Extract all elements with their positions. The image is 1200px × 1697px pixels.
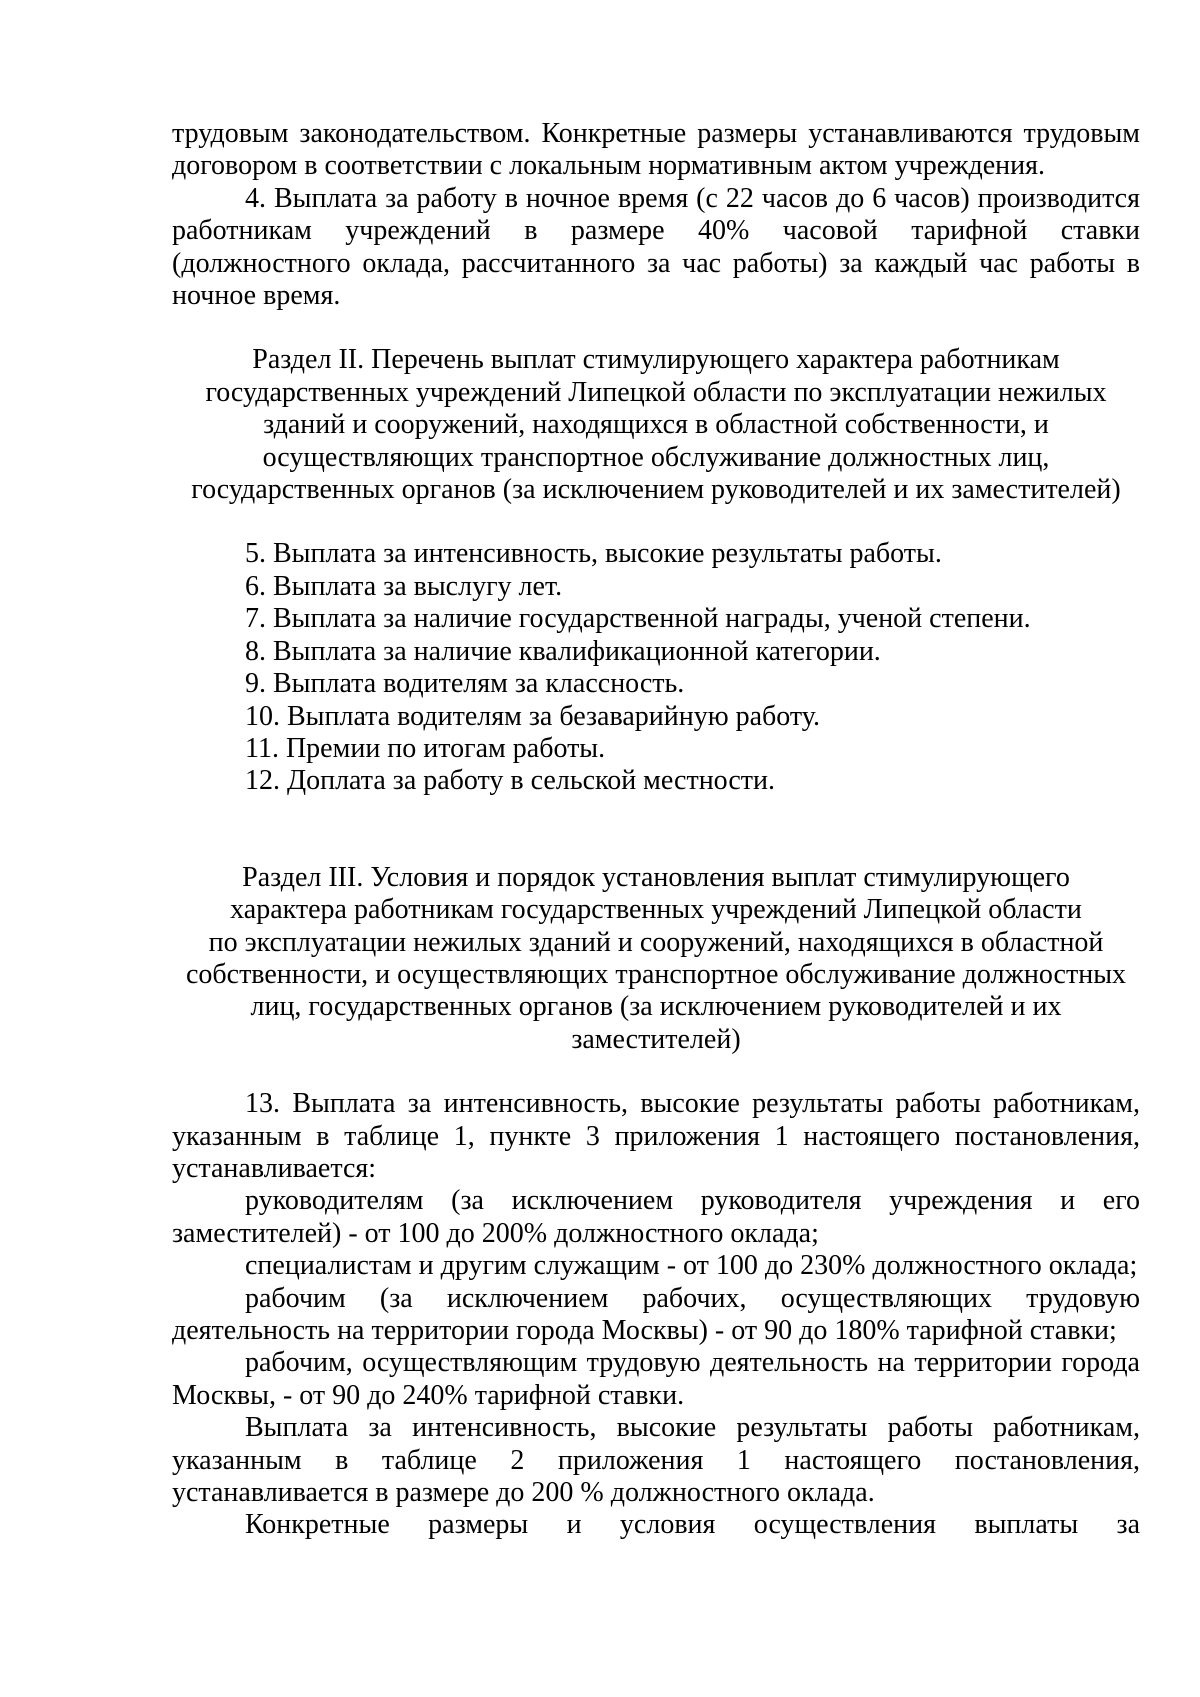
document-body [172,118,1140,1542]
paragraph-4-night-work: 4. Выплата за работу в ночное время (с 22 часов до 6 часов) производится работникам учреждений в размере 40% часовой тарифной ставки (должностного оклада, рассчитанного за час работы) за каждый час работы в ночное время. [172,182,1140,312]
section-3-heading-line: по эксплуатации нежилых зданий и сооружений, находящихся в областной [208,926,1104,958]
paragraph-workers: рабочим (за исключением рабочих, осуществляющих трудовую деятельность на территории города Москвы) - от 90 до 180% тарифной ставки; [172,1282,1140,1346]
section-2-heading-line: государственных органов (за исключением руководителей и их заместителей) [191,474,1121,506]
paragraph-workers-moscow: рабочим, осуществляющим трудовую деятельность на территории города Москвы, - от 90 до 240% тарифной ставки. [172,1347,1140,1411]
paragraph-managers: руководителям (за исключением руководителя учреждения и его заместителей) - от 100 до 200% должностного оклада; [172,1185,1140,1249]
section-3-heading-line: заместителей) [571,1023,741,1055]
list-item: 9. Выплата водителям за классность. [245,668,685,700]
paragraph-last-partial: Конкретные размеры и условия осуществления выплаты за [245,1509,1140,1541]
section-2-heading [172,344,1140,506]
section-3-heading-line: Раздел III. Условия и порядок установления выплат стимулирующего [242,861,1070,893]
section-2-heading-line: зданий и сооружений, находящихся в областной собственности, и [263,409,1049,441]
paragraph-table-2: Выплата за интенсивность, высокие результаты работы работникам, указанным в таблице 2 приложения 1 настоящего постановления, устанавливается в размере до 200 % должностного оклада. [172,1412,1140,1509]
list-item: 11. Премии по итогам работы. [245,732,606,764]
spacer [172,1056,1140,1088]
spacer [172,798,1140,862]
spacer [172,506,1140,538]
section-3-heading [172,862,1140,1056]
paragraph-13: 13. Выплата за интенсивность, высокие результаты работы работникам, указанным в таблице 1, пункте 3 приложения 1 настоящего постановления, устанавливается: [172,1088,1140,1184]
list-item: 5. Выплата за интенсивность, высокие результаты работы. [245,538,942,570]
paragraph-continuation: трудовым законодательством. Конкретные размеры устанавливаются трудовым договором в соответствии с локальным нормативным актом учреждения. [172,118,1140,182]
list-item: 7. Выплата за наличие государственной награды, ученой степени. [245,603,1031,635]
spacer [172,312,1140,344]
section-3-heading-line: лиц, государственных органов (за исключением руководителей и их [250,991,1062,1023]
section-2-heading-line: государственных учреждений Липецкой области по эксплуатации нежилых [205,376,1107,408]
section-2-heading-line: осуществляющих транспортное обслуживание должностных лиц, [262,441,1050,473]
paragraph-specialists: специалистам и другим служащим - от 100 до 230% должностного оклада; [245,1250,1138,1282]
section-3-heading-line: характера работникам государственных учреждений Липецкой области [230,894,1082,926]
list-item: 8. Выплата за наличие квалификационной категории. [245,635,881,667]
list-item: 6. Выплата за выслугу лет. [245,570,563,602]
list-item: 12. Доплата за работу в сельской местности. [245,765,776,797]
section-2-heading-line: Раздел II. Перечень выплат стимулирующего характера работникам [252,344,1060,376]
list-item: 10. Выплата водителям за безаварийную работу. [245,700,820,732]
section-3-heading-line: собственности, и осуществляющих транспортное обслуживание должностных [185,958,1127,990]
payments-list [172,538,1140,797]
